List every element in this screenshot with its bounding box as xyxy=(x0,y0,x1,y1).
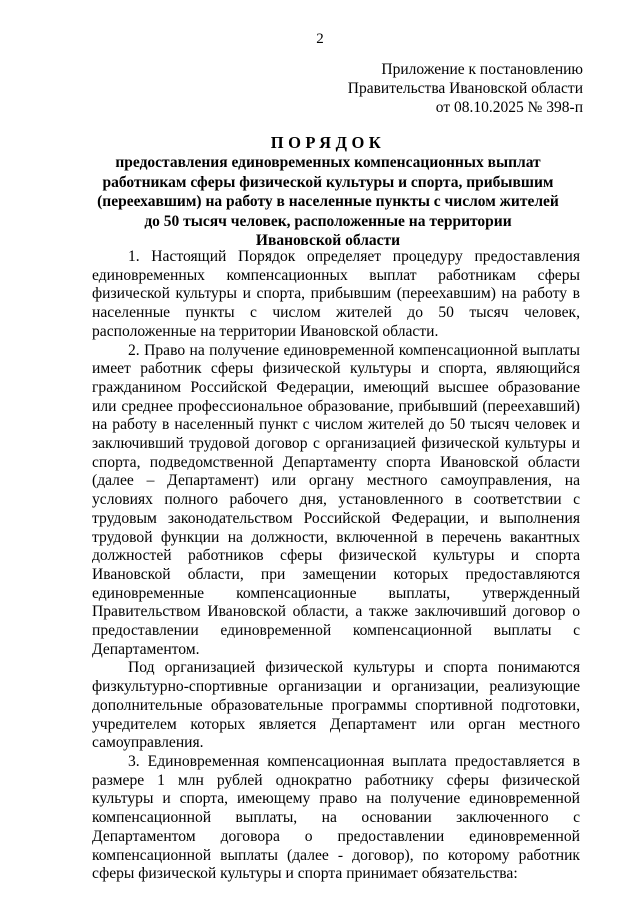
appendix-date-number: от 08.10.2025 № 398-п xyxy=(435,99,583,116)
page-number: 2 xyxy=(316,31,324,47)
subtitle-line: до 50 тысяч человек, расположенные на территории xyxy=(144,212,512,230)
document-title-block xyxy=(96,132,560,251)
appendix-line: Правительства Ивановской области xyxy=(347,80,583,97)
document-title: ПОРЯДОК xyxy=(270,133,386,152)
paragraph-2-note: Под организацией физической культуры и спорта понимаются физкультурно-спортивные организации и организации, реализующие дополнительные образовательные программы спортивной подготовки, учредителем которых является Департамент или орган местного самоуправления. xyxy=(92,659,580,752)
paragraph-1: 1. Настоящий Порядок определяет процедуру предоставления единовременных компенсационных выплат работникам сферы физической культуры и спорта, прибывшим (переехавшим) на работу в населенные пункты с числом жителей до 50 тысяч человек, расположенные на территории Ивановской области. xyxy=(92,248,580,340)
paragraph-3: 3. Единовременная компенсационная выплата предоставляется в размере 1 млн рублей однократно работнику сферы физической культуры и спорта, имеющему право на получение единовременной компенсационной выплаты, на основании заключенного с Департаментом договора о предоставлении единовременной компенсационной выплаты (далее - договор), по которому работник сферы физической культуры и спорта принимает обязательства: xyxy=(92,752,580,883)
paragraph-2: 2. Право на получение единовременной компенсационной выплаты имеет работник сферы физической культуры и спорта, являющийся гражданином Российской Федерации, имеющий высшее образование или среднее профессиональное образование, прибывший (переехавший) на работу в населенный пункт с числом жителей до 50 тысяч человек и заключивший трудовой договор с организацией физической культуры и спорта, подведомственной Департаменту спорта Ивановской области (далее – Департамент) или органу местного самоуправления, на условиях полного рабочего дня, установленного в соответствии с трудовым законодательством Российской Федерации, и выполнения трудовой функции на должности, включенной в перечень вакантных должностей работников сферы физической культуры и спорта Ивановской области, при замещении которых предоставляются единовременные компенсационные выплаты, утвержденный Правительством Ивановской области, а также заключивший договор о предоставлении единовременной компенсационной выплаты с Департаментом. xyxy=(92,341,580,658)
appendix-line: Приложение к постановлению xyxy=(381,61,583,78)
document-body xyxy=(92,248,580,884)
subtitle-line: (переехавшим) на работу в населенные пункты с числом жителей xyxy=(97,193,559,210)
appendix-header xyxy=(348,60,583,117)
subtitle-line: Ивановской области xyxy=(255,232,401,249)
subtitle-line: работникам сферы физической культуры и спорта, прибывшим xyxy=(102,173,554,191)
document-subtitle xyxy=(96,153,560,251)
subtitle-line: предоставления единовременных компенсационных выплат xyxy=(115,154,541,171)
